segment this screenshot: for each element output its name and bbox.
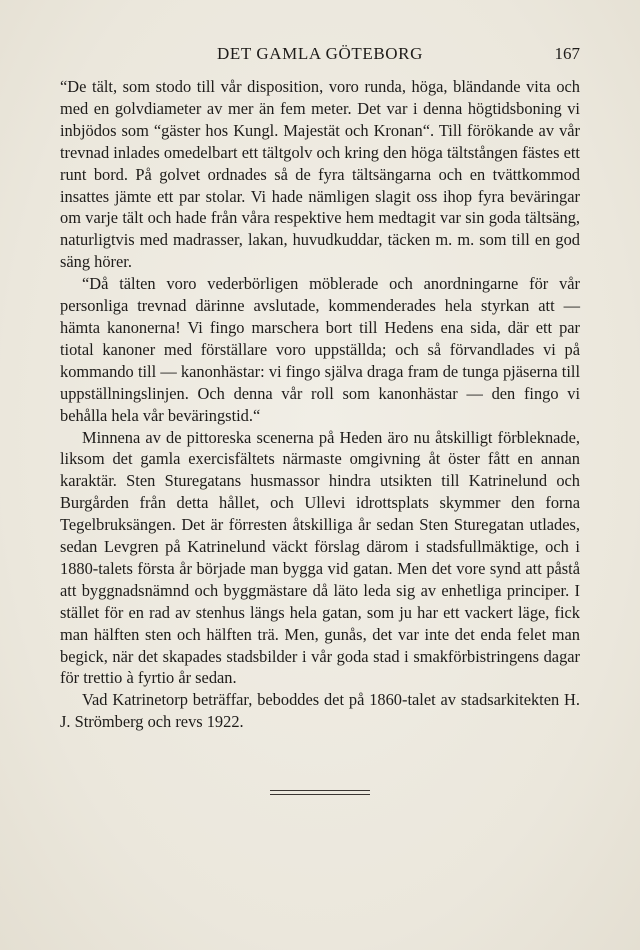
running-head-title: DET GAMLA GÖTEBORG [217,44,423,63]
divider-rule-bottom [270,794,370,795]
body-text [60,76,580,733]
section-divider [270,790,370,798]
paragraph-2: “Då tälten voro vederbörligen möblerade och anordningarne för vår personliga trevnad därinne avslutade, kommenderades hela styrkan att — hämta kanonerna! Vi fingo marschera bort till Hedens ena sida, där ett par tiotal kanoner med förställare voro uppställda; och så förvandlades vi på kommando till — kanonhästar: vi fingo själva draga fram de tunga pjäserna till uppställningslinjen. Och denna vår roll som kanonhästar — den fingo vi behålla hela vår beväringstid.“ [60,274,580,425]
page-number: 167 [554,44,580,63]
paragraph-3: Minnena av de pittoreska scenerna på Heden äro nu åtskilligt förbleknade, liksom det gamla exercisfältets närmaste omgivning åt öster fått en annan karaktär. Sten Sturegatans husmassor hindra utsikten till Katrinelund och Burgården från detta hållet, och Ullevi idrottsplats skymmer den forna Tegelbruksängen. Det är förresten åtskilliga år sedan Sten Sturegatan utlades, sedan Levgren på Katrinelund väckt förslag därom i stadsfullmäktige, och i 1880-talets första år började man bygga vid gatan. Men det vore synd att påstå att byggnadsnämnd och byggmästare då läto leda sig av enhetliga principer. I stället för en rad av stenhus längs hela gatan, som ju har ett vackert läge, fick man hälften sten och hälften trä. Men, gunås, det var inte det enda felet man begick, när det skapades stadsbilder i vår goda stad i smakförbistringens dagar för trettio à fyrtio år sedan. [60,427,580,688]
divider-rule-top [270,790,370,791]
paragraph-1: “De tält, som stodo till vår disposition, voro runda, höga, bländande vita och med en golvdiameter av mer än fem meter. Det var i denna högtidsboning vi inbjödos som “gäster hos Kungl. Majestät och Kronan“. Till förökande av vår trevnad inlades omedelbart ett tältgolv och kring den höga tältstången fästes ett runt bord. På golvet ordnades så de fyra tältsängarna och en tvättkommod insattes jämte ett par stolar. Vi hade nämligen slagit oss ihop fyra beväringar om varje tält och hade från våra respektive hem medtagit var sin goda tältsäng, naturligtvis med madrasser, lakan, huvudkuddar, täcken m. m. som till en god säng hörer. [60,77,580,272]
running-head [60,44,580,68]
paragraph-4: Vad Katrinetorp beträffar, beboddes det på 1860-talet av stadsarkitekten H. J. Strömberg och revs 1922. [60,690,580,732]
